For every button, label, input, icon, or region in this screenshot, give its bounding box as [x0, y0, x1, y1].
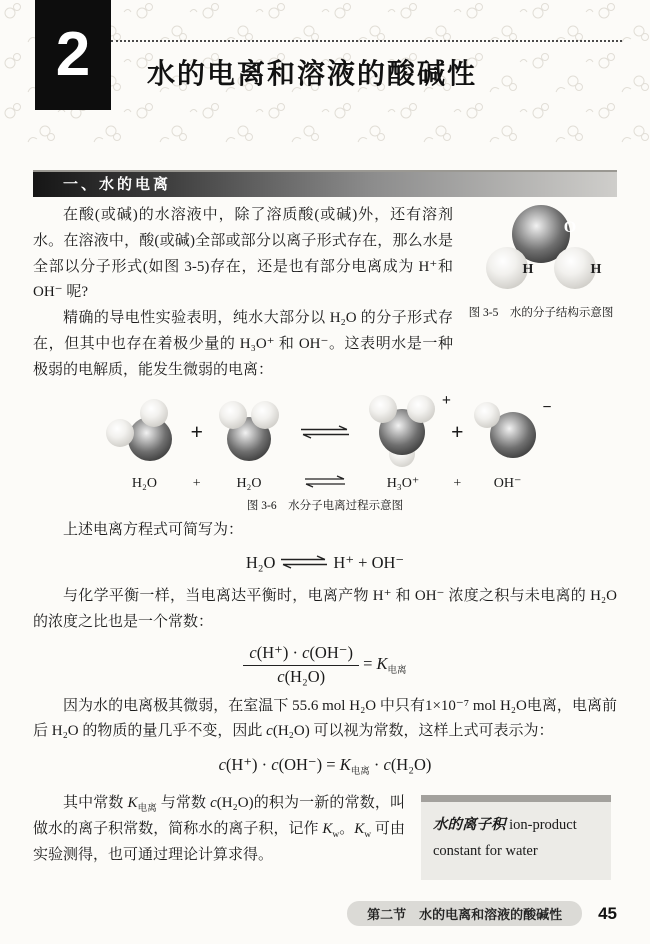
hydrogen-sphere: [106, 419, 134, 447]
hydrogen-sphere: [369, 395, 397, 423]
hydrogen-sphere-right: [554, 247, 602, 289]
negative-charge-sign: −: [542, 398, 552, 416]
equilibrium-arrows-icon: [299, 425, 351, 439]
h3o-molecule: [363, 391, 451, 469]
plus-sign: +: [451, 418, 464, 444]
hydrogen-label-left: H: [522, 262, 534, 277]
equation-lhs: H₂O: [245, 553, 276, 573]
page-footer: [347, 901, 617, 926]
margin-note-body: [421, 802, 611, 880]
equilibrium-arrows-column: [295, 394, 355, 492]
margin-note-top-bar: [421, 795, 611, 802]
chapter-title: 水的电离和溶液的酸碱性: [147, 58, 478, 89]
water-molecule-model: [476, 205, 606, 299]
plus-column-1: [190, 394, 203, 492]
label-plus-1: +: [192, 475, 201, 491]
hydrogen-sphere: [474, 402, 500, 428]
dotted-rule: [111, 40, 622, 42]
equilibrium-constant-equation: $\frac{c(H^+) \cdot c(OH^-)}{\text{c(H₂O)}}$ = $K_{电离}$: [33, 643, 617, 687]
equilibrium-arrows-icon: [303, 475, 347, 488]
margin-note: [421, 795, 611, 880]
section-heading-bar: [33, 170, 617, 197]
kw-paragraph: 其中常数 $K_{电离}$ 与常数 c(H₂O)的积为一新的常数，叫做水的离子积常数，简称水的离子积，记作 $K_w$。$K_w$ 可由实验测得，也可通过理论计算求得。: [33, 794, 405, 864]
concentration-fraction: $\frac{c(H^+) \cdot c(OH^-)}{\text{c(H₂O)}}$: [243, 643, 359, 687]
chapter-number-box: [35, 0, 111, 110]
label-h2o-1: H₂O: [131, 475, 157, 491]
molecule-column-h2o-1: [106, 394, 182, 492]
h2o-molecule-1: [106, 399, 182, 465]
ionization-lead: 上述电离方程式可简写为：: [63, 521, 244, 538]
label-oh: OH⁻: [493, 475, 522, 491]
equation-rhs: H⁺ + OH⁻: [333, 553, 405, 573]
page-number: 45: [598, 903, 617, 923]
molecule-column-oh: [472, 394, 552, 492]
equilibrium-paragraph: 与化学平衡一样，当电离达平衡时，电离产物 H⁺ 和 OH⁻ 浓度之积与未电离的 H₂O 的浓度之比也是一个常数：: [33, 587, 617, 630]
bottom-row: [33, 791, 617, 880]
hydrogen-sphere-left: [486, 247, 534, 289]
hydrogen-sphere: [251, 401, 279, 429]
equilibrium-arrows-icon: [279, 555, 329, 569]
page-content: [33, 203, 617, 880]
chapter-header: [0, 0, 650, 170]
footer-section-label: 第二节 水的电离和溶液的酸碱性: [347, 901, 582, 926]
positive-charge-sign: +: [441, 391, 451, 409]
molecule-column-h3o: [363, 391, 451, 492]
chapter-number: 2: [55, 20, 91, 89]
plus-sign: +: [190, 418, 203, 444]
intro-paragraph-1: 在酸(或碱)的水溶液中，除了溶质酸(或碱)外，还有溶剂水。在溶液中，酸(或碱)全部或部分以离子形式存在，那么水是全部以分子形式(如图 3-5)存在，还是也有部分电离成为 H⁺和 OH⁻ 呢?: [33, 207, 453, 301]
hydrogen-sphere: [219, 401, 247, 429]
molecule-column-h2o-2: [211, 394, 287, 492]
ion-product-equation: $c(H^+) \cdot c(OH^-) = K_{电离} \cdot c(H_2O)$: [218, 755, 432, 778]
figure-3-6: [33, 391, 617, 514]
oxygen-label: O: [563, 219, 577, 236]
term-english: ion-product constant for water: [433, 816, 577, 859]
ionization-diagram: [33, 391, 617, 492]
figure-3-5: [465, 205, 617, 333]
label-h2o-2: H₂O: [236, 475, 262, 491]
constant-paragraph: 因为水的电离极其微弱，在室温下 55.6 mol H₂O 中只有1×10⁻⁷ mol H₂O电离，电离前后 H₂O 的物质的量几乎不变，因此 c(H₂O) 可以视为常数，这样上式可表示为：: [33, 697, 617, 740]
intro-paragraph-2: 精确的导电性实验表明，纯水大部分以 H₂O 的分子形式存在，但其中也存在着极少量的 H₃O⁺ 和 OH⁻。这表明水是一种极弱的电解质，能发生微弱的电离：: [33, 310, 453, 378]
oh-molecule: [472, 398, 552, 462]
label-plus-2: +: [453, 475, 462, 491]
hydrogen-sphere: [407, 395, 435, 423]
term-chinese: 水的离子积: [433, 816, 506, 833]
section-heading: 一、水的电离: [63, 176, 172, 193]
h2o-molecule-2: [211, 399, 287, 465]
hydrogen-sphere: [140, 399, 168, 427]
figure-3-6-caption: 图 3-6 水分子电离过程示意图: [246, 499, 404, 512]
hydrogen-label-right: H: [590, 262, 602, 277]
ionization-equation: [33, 549, 617, 577]
label-h3o: H₃O⁺: [386, 475, 420, 491]
figure-3-5-caption: 图 3-5 水的分子结构示意图: [468, 307, 614, 319]
plus-column-2: [451, 394, 464, 492]
